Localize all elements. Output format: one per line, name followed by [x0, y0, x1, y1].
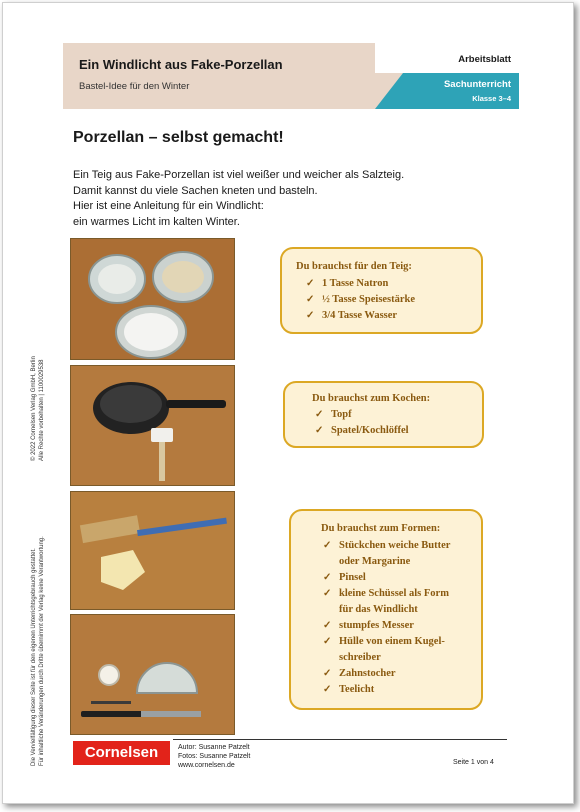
list-item: ✓ Stückchen weiche Butter oder Margarine: [323, 540, 451, 567]
footer-divider: [173, 739, 507, 740]
page-title: Porzellan – selbst gemacht!: [73, 129, 284, 146]
usage-disclaimer: Die Vervielfältigung dieser Seite ist für den eigenen Unterrichtsgebrauch gestattet. Für inhaltliche Veränderungen durch Dritte übernimmt der Verlag keine Verantwortung.: [31, 536, 45, 766]
ingredients-box-title: Du brauchst für den Teig:: [296, 261, 412, 272]
photo-credit: Fotos: Susanne Patzelt: [178, 753, 251, 760]
checkmark-icon: ✓: [306, 294, 315, 305]
photo-brush-butter: [70, 491, 235, 610]
list-item: ✓ ½ Tasse Speisestärke: [306, 292, 481, 308]
intro-line: Hier ist eine Anleitung für ein Windlicht:: [73, 200, 264, 212]
intro-line: ein warmes Licht im kalten Winter.: [73, 215, 240, 228]
copyright-notice: © 2022 Cornelsen Verlag GmbH, Berlin Alle Rechte vorbehalten | 1100029538: [31, 356, 45, 461]
checkmark-icon: ✓: [323, 684, 332, 695]
grade-label: Klasse 3–4: [472, 94, 511, 103]
list-item: ✓ kleine Schüssel als Form für das Windlicht: [323, 588, 449, 615]
intro-line: Ein Teig aus Fake-Porzellan ist viel weißer und weicher als Salzteig.: [73, 169, 405, 181]
list-item: ✓ 3/4 Tasse Wasser: [306, 308, 481, 324]
worksheet-page: [2, 2, 574, 804]
checkmark-icon: ✓: [323, 588, 332, 599]
intro-text: [73, 168, 433, 230]
list-item: ✓ Topf: [315, 407, 482, 423]
checkmark-icon: ✓: [323, 572, 332, 583]
list-item: ✓ Zahnstocher: [323, 666, 463, 682]
list-item: ✓ 1 Tasse Natron: [306, 276, 481, 292]
checkmark-icon: ✓: [323, 636, 332, 647]
intro-line: Damit kannst du viele Sachen kneten und basteln.: [73, 184, 318, 197]
worksheet-title: Ein Windlicht aus Fake-Porzellan: [79, 57, 283, 72]
checkmark-icon: ✓: [315, 409, 324, 420]
footer-credits: [178, 743, 250, 770]
ingredients-box: [280, 247, 483, 334]
cornelsen-logo: Cornelsen: [73, 741, 170, 765]
checkmark-icon: ✓: [323, 668, 332, 679]
list-item: ✓ stumpfes Messer: [323, 618, 463, 634]
photo-tools: [70, 614, 235, 735]
doc-type-label: Arbeitsblatt: [458, 54, 511, 65]
photo-pot: [70, 365, 235, 486]
photo-ingredients: [70, 238, 235, 360]
forming-box: [289, 509, 483, 710]
checkmark-icon: ✓: [315, 425, 324, 436]
author-credit: Autor: Susanne Patzelt: [178, 744, 250, 751]
worksheet-subtitle: Bastel-Idee für den Winter: [79, 81, 190, 92]
checkmark-icon: ✓: [306, 278, 315, 289]
checkmark-icon: ✓: [323, 540, 332, 551]
cooking-box: [283, 381, 484, 448]
forming-box-title: Du brauchst zum Formen:: [321, 523, 441, 534]
checkmark-icon: ✓: [306, 310, 315, 321]
subject-label: Sachunterricht: [443, 79, 511, 90]
list-item: ✓ Teelicht: [323, 682, 463, 698]
checkmark-icon: ✓: [323, 620, 332, 631]
page-number: Seite 1 von 4: [453, 759, 494, 766]
header-info-block: [375, 43, 519, 109]
list-item: ✓ Pinsel: [323, 570, 463, 586]
list-item: ✓ Spatel/Kochlöffel: [315, 423, 482, 439]
website-link[interactable]: www.cornelsen.de: [178, 762, 235, 769]
list-item: ✓ Hülle von einem Kugel-schreiber: [323, 636, 445, 663]
cooking-box-title: Du brauchst zum Kochen:: [312, 393, 431, 404]
